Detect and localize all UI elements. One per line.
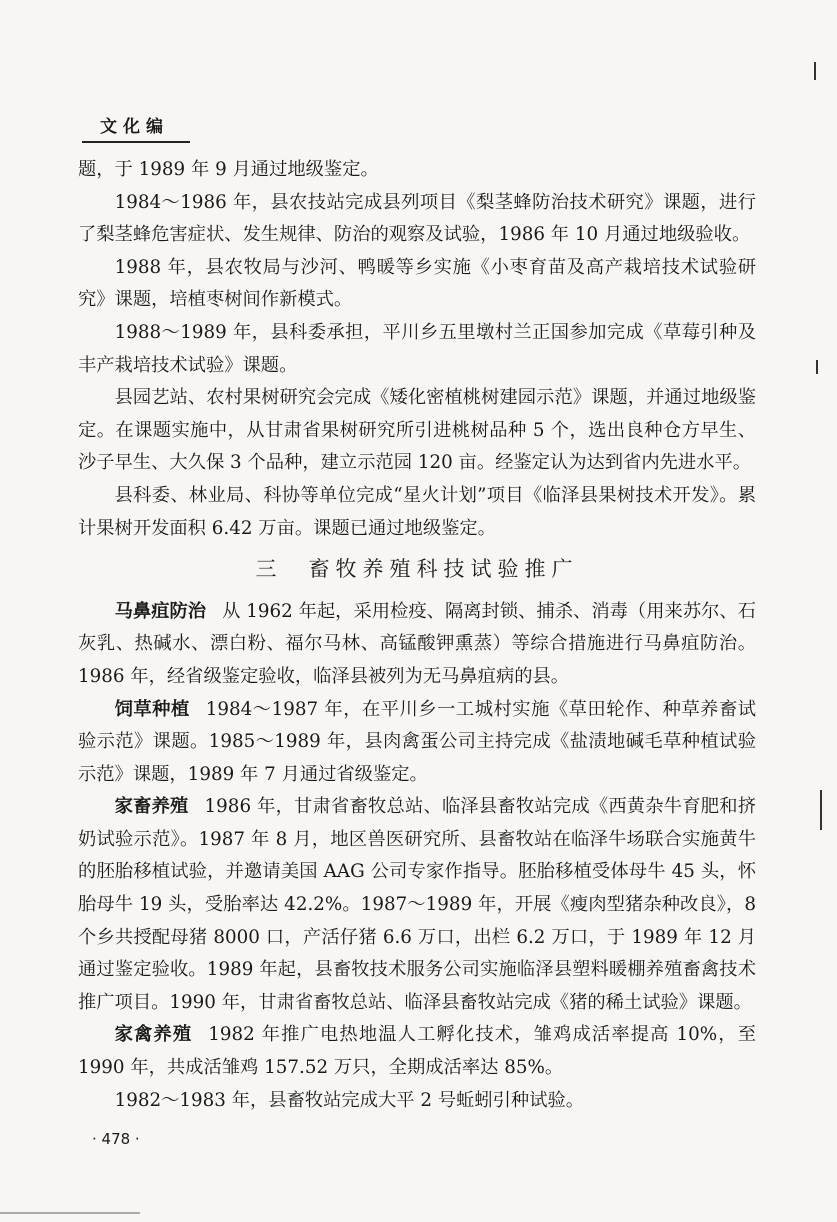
paragraph [78,791,756,1019]
section-title: 畜牧养殖科技试验推广 [308,557,579,582]
paragraph: 县科委、林业局、科协等单位完成“星火计划”项目《临泽县果树技术开发》。累计果树开发面积 6.42 万亩。课题已通过地级鉴定。 [78,484,756,539]
paragraph [78,596,756,694]
scan-edge-mark [814,62,816,80]
scan-edge-mark [820,790,822,830]
scan-edge-mark [816,360,818,374]
paragraph-text: 1982 年推广电热地温人工孵化技术，雏鸡成活率提高 10%，至 1990 年，共成活雏鸡 157.52 万只，全期成活率达 85%。 [78,1024,757,1079]
paragraph [78,1019,756,1084]
paragraph: 1988 年，县农牧局与沙河、鸭暖等乡实施《小枣育苗及高产栽培技术试验研究》课题，培植枣树间作新模式。 [78,256,756,311]
scan-edge-rule [0,1212,140,1214]
paragraph: 题，于 1989 年 9 月通过地级鉴定。 [78,159,379,180]
paragraph: 1984～1986 年，县农技站完成县列项目《梨茎蜂防治技术研究》课题，进行了梨茎蜂危害症状、发生规律、防治的观察及试验，1986 年 10 月通过地级验收。 [78,191,756,246]
paragraph-text: 从 1962 年起，采用检疫、隔离封锁、捕杀、消毒（用来苏尔、石灰乳、热碱水、漂白粉、福尔马林、高锰酸钾熏蒸）等综合措施进行马鼻疽防治。1986 年，经省级鉴定验收，临泽县被列为无马鼻疽病的县。 [78,600,757,687]
paragraph: 县园艺站、农村果树研究会完成《矮化密植桃树建园示范》课题，并通过地级鉴定。在课题实施中，从甘肃省果树研究所引进桃树品种 5 个，选出良种仓方早生、沙子早生、大久保 3 个品种，建立示范园 120 亩。经鉴定认为达到省内先进水平。 [78,387,756,474]
paragraph-text: 1986 年，甘肃省畜牧总站、临泽县畜牧站完成《西黄杂牛育肥和挤奶试验示范》。1987 年 8 月，地区兽医研究所、县畜牧站在临泽牛场联合实施黄牛的胚胎移植试验，并邀请美国 AAG 公司专家作指导。胚胎移植受体母牛 45 头，怀胎母牛 19 头，受胎率达 42.2%。1987～1989 年，开展《瘦肉型猪杂种改良》，8 个乡共授配母猪 8000 口，产活仔猪 6.6 万口，出栏 6.2 万口，于 1989 年 12 月通过鉴定验收。1989 年起，县畜牧技术服务公司实施临泽县塑料暖棚养殖畜禽技术推广项目。1990 年，甘肃省畜牧总站、临泽县畜牧站完成《猪的稀土试验》课题。 [78,796,757,1013]
paragraph-keyword: 家禽养殖 [114,1024,193,1046]
body-text [78,154,756,1117]
paragraph: 1988～1989 年，县科委承担，平川乡五里墩村兰正国参加完成《草莓引种及丰产栽培技术试验》课题。 [78,321,756,376]
paragraph [78,1085,756,1118]
paragraph-keyword: 马鼻疽防治 [114,600,207,622]
paragraph-keyword: 家畜养殖 [114,796,189,818]
paragraph-text: 1982～1983 年，县畜牧站完成大平 2 号蚯蚓引种试验。 [114,1089,585,1111]
paragraph-keyword: 饲草种植 [114,698,190,720]
page-number: · 478 · [92,1130,140,1148]
section-number: 三 [255,557,283,582]
paragraph [78,694,756,792]
paragraph-text: 1984～1987 年，在平川乡一工城村实施《草田轮作、种草养畜试验示范》课题。1985～1989 年，县肉禽蛋公司主持完成《盐渍地碱毛草种植试验示范》课题，1989 年 7 月通过省级鉴定。 [78,698,757,785]
running-header: 文化编 [82,112,190,143]
section-heading [78,553,756,586]
